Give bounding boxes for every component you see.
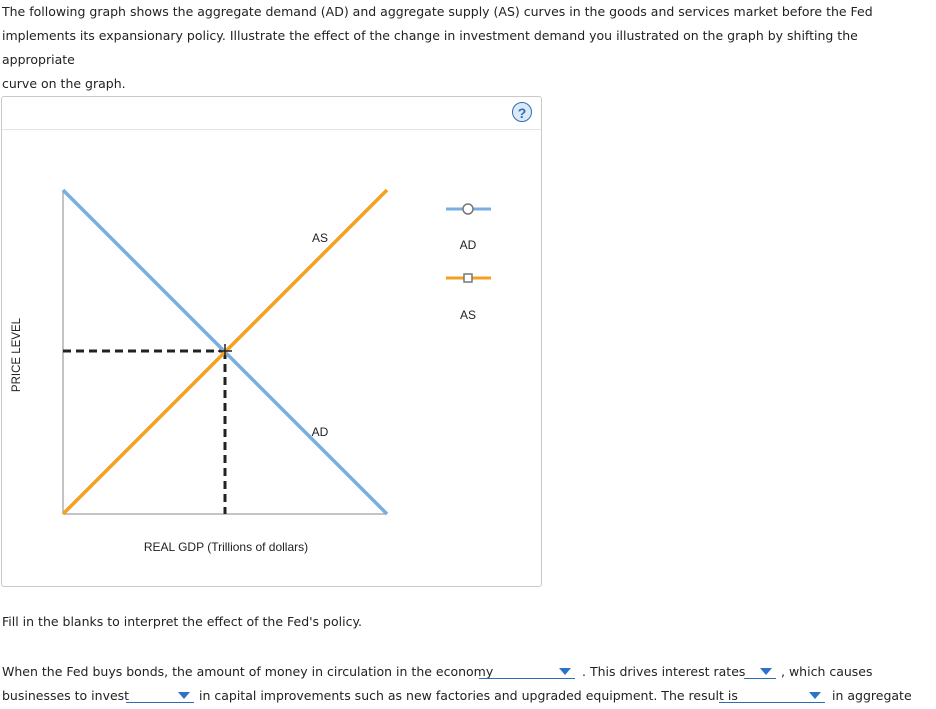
square-marker-icon: [464, 274, 472, 282]
intro-line-2: implements its expansionary policy. Illustrate the effect of the change in investment demand you illustrated on the graph by shifting the appropriate: [2, 28, 858, 67]
legend-ad-tool[interactable]: [446, 204, 491, 252]
chevron-down-icon: [809, 692, 821, 699]
x-axis-label: REAL GDP (Trillions of dollars): [143, 540, 309, 554]
sentence-2-part-3: in aggregate: [832, 688, 912, 703]
intro-line-3: curve on the graph.: [2, 76, 126, 91]
y-axis-label: PRICE LEVEL: [11, 317, 23, 393]
invest-amount-dropdown[interactable]: [126, 688, 194, 703]
circle-marker-icon: [463, 204, 473, 214]
graph-canvas[interactable]: [2, 97, 541, 586]
interest-rates-dropdown[interactable]: [744, 664, 776, 679]
ad-curve-label: AD: [311, 425, 329, 439]
sentence-1-part-2: . This drives interest rates: [582, 664, 746, 679]
chevron-down-icon: [178, 692, 190, 699]
as-curve-label: AS: [311, 231, 329, 245]
help-icon[interactable]: ?: [512, 102, 532, 122]
question-intro: [2, 0, 927, 96]
chevron-down-icon: [559, 668, 571, 675]
sentence-2-part-1: businesses to invest: [2, 688, 130, 703]
sentence-2-part-2: in capital improvements such as new factories and upgraded equipment. The result is: [199, 688, 738, 703]
legend-ad-label: AD: [459, 238, 477, 252]
graph-panel: [1, 96, 542, 587]
fill-in-title: Fill in the blanks to interpret the effect of the Fed's policy.: [2, 614, 363, 629]
sentence-1-part-3: , which causes: [781, 664, 873, 679]
chevron-down-icon: [760, 668, 772, 675]
money-circulation-dropdown[interactable]: [479, 664, 575, 679]
sentence-1-part-1: When the Fed buys bonds, the amount of money in circulation in the economy: [2, 664, 494, 679]
result-dropdown[interactable]: [719, 688, 825, 703]
intro-line-1: The following graph shows the aggregate demand (AD) and aggregate supply (AS) curves in the goods and services market before the Fed: [2, 4, 873, 19]
legend-as-tool[interactable]: [446, 274, 491, 322]
legend-as-label: AS: [459, 308, 477, 322]
